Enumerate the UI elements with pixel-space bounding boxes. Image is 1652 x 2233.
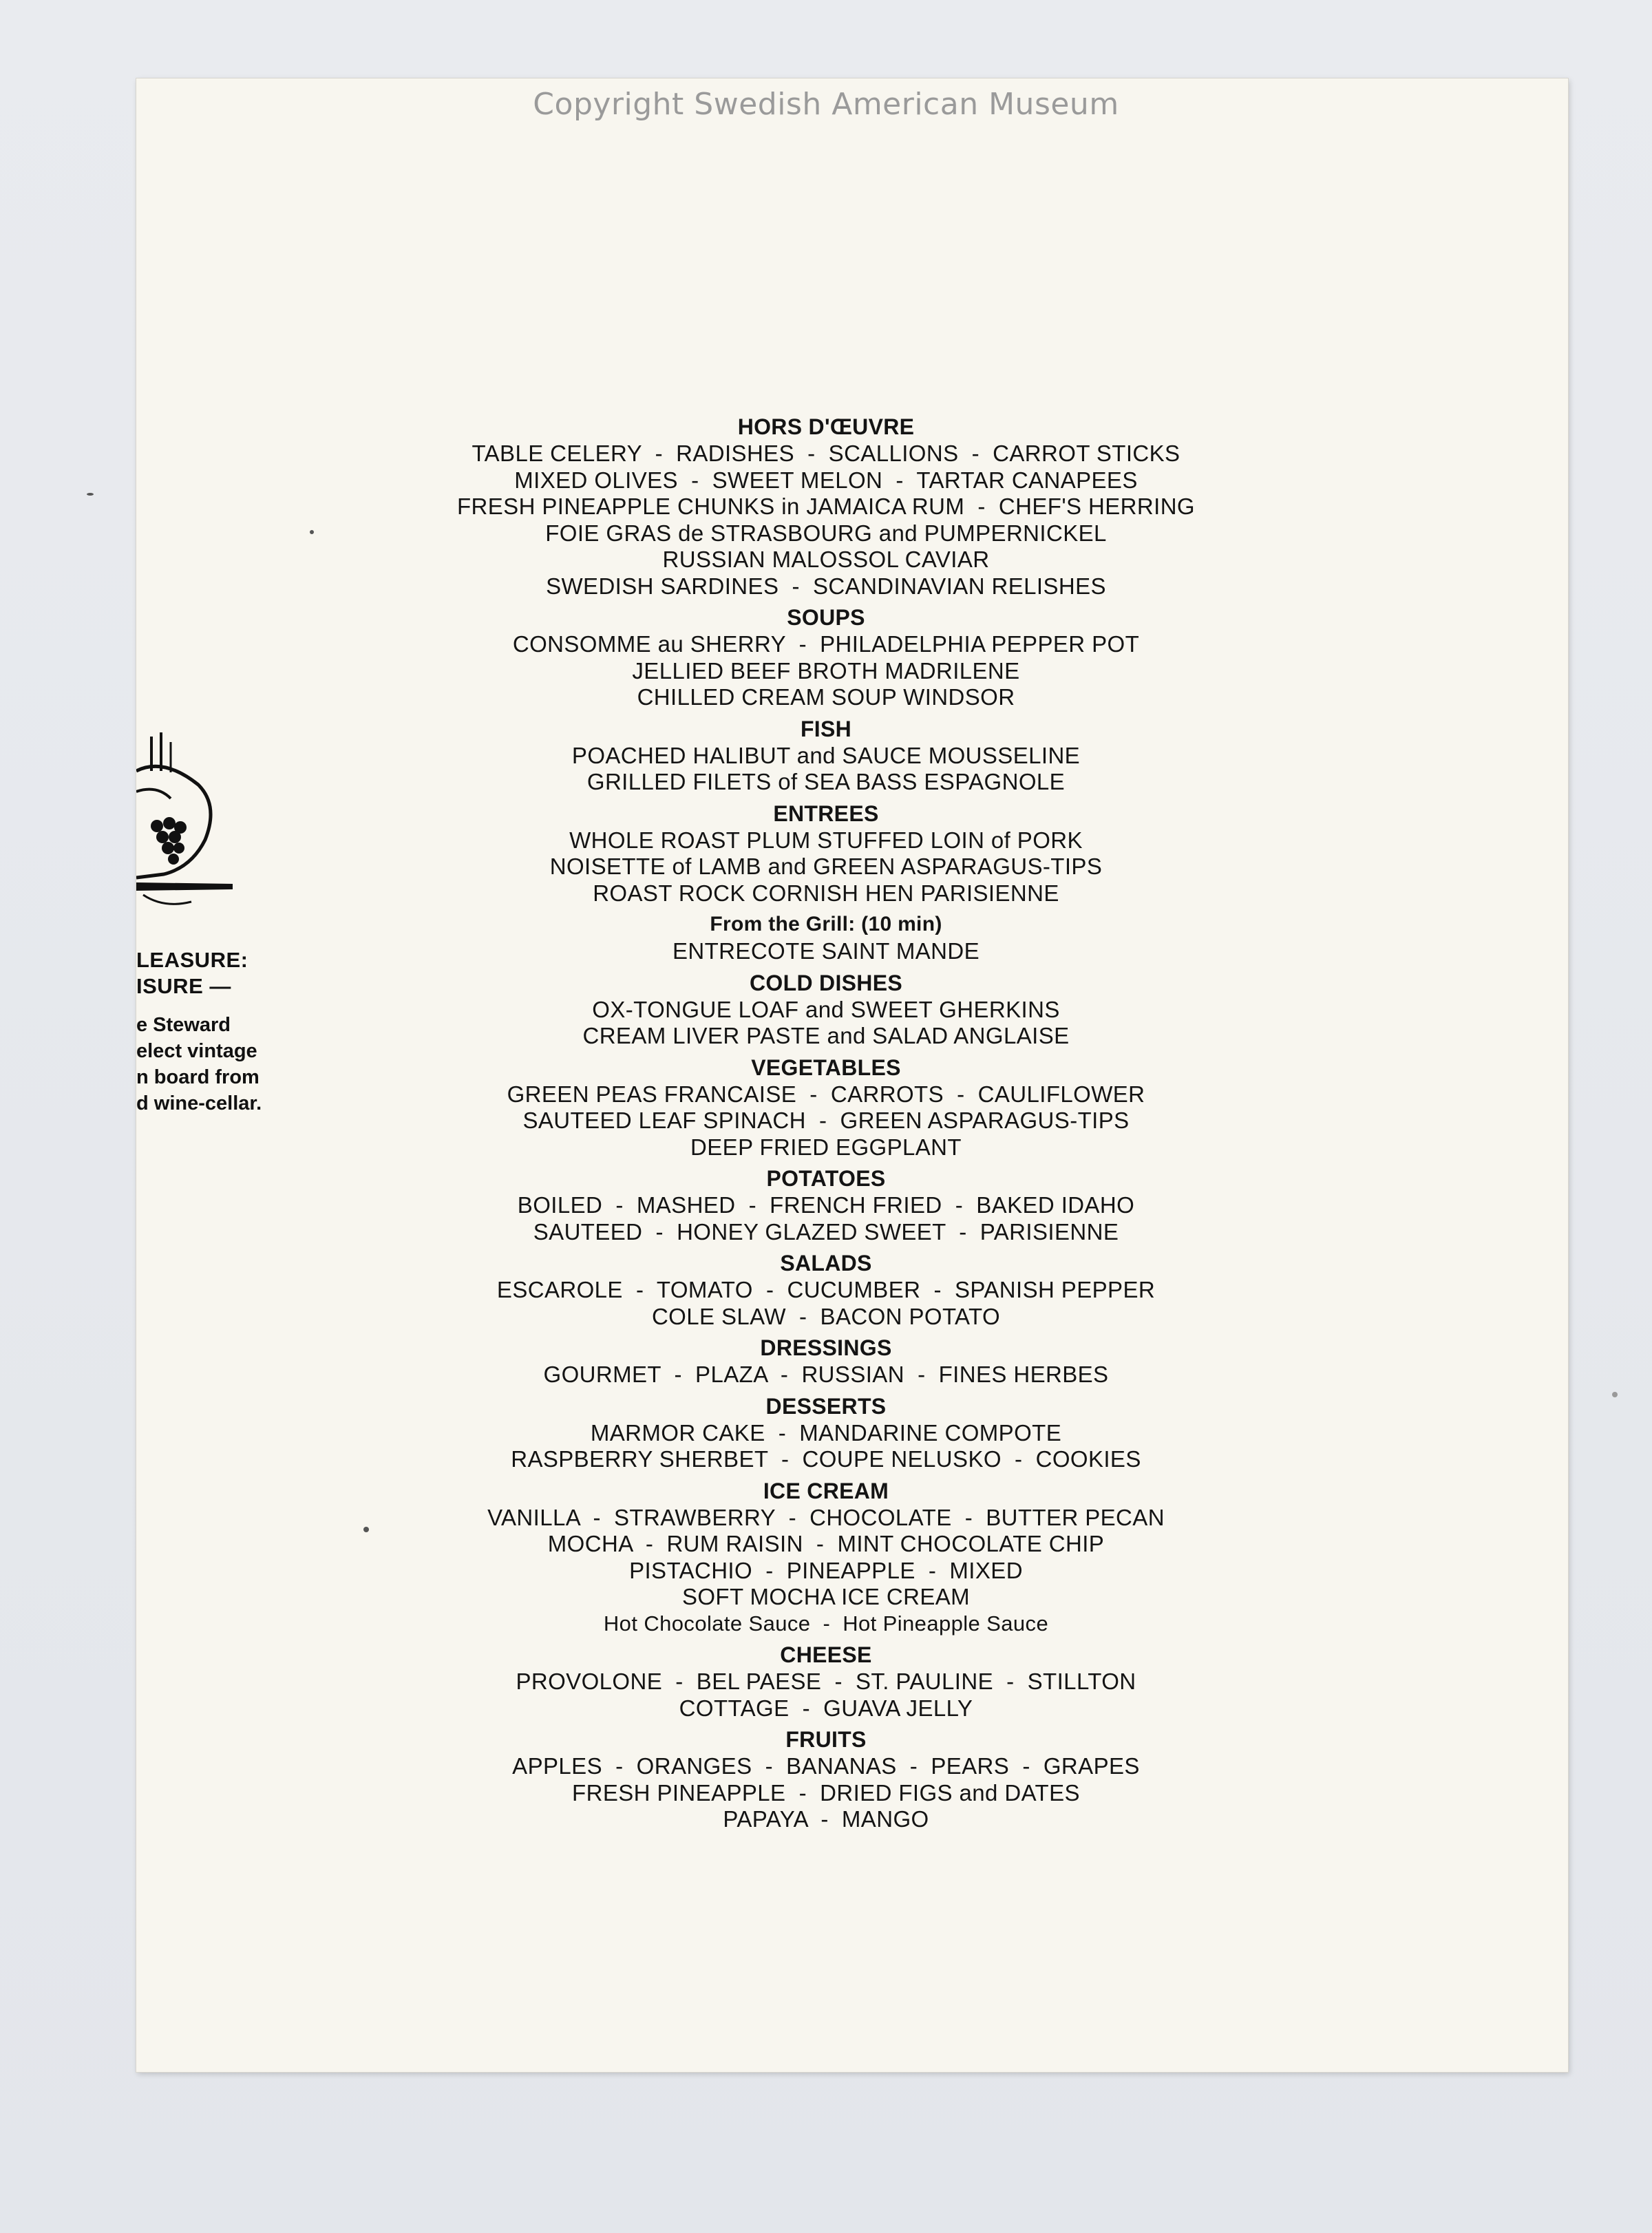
- facing-caption-line-1: LEASURE:: [136, 948, 248, 972]
- menu-item-line: WHOLE ROAST PLUM STUFFED LOIN of PORK: [569, 827, 1083, 853]
- menu-section: [385, 413, 1267, 600]
- menu-item-line: APPLES - ORANGES - BANANAS - PEARS - GRAPES: [512, 1753, 1140, 1779]
- facing-body-line-2: elect vintage: [136, 1040, 257, 1062]
- scan-speck: [310, 530, 314, 534]
- menu-section: [385, 1054, 1267, 1161]
- menu-item-line: ESCAROLE - TOMATO - CUCUMBER - SPANISH PEPPER: [496, 1277, 1156, 1302]
- menu-item-line: FRESH PINEAPPLE CHUNKS in JAMAICA RUM - CHEF'S HERRING: [456, 494, 1196, 519]
- menu-item-line: PISTACHIO - PINEAPPLE - MIXED: [629, 1557, 1023, 1583]
- menu-item-line: CONSOMME au SHERRY - PHILADELPHIA PEPPER POT: [512, 631, 1140, 657]
- menu-item-line: CHILLED CREAM SOUP WINDSOR: [637, 684, 1015, 710]
- menu-item-line: MIXED OLIVES - SWEET MELON - TARTAR CANAPEES: [514, 467, 1138, 493]
- scan-speck: [1612, 1392, 1618, 1397]
- scan-speck: [87, 493, 94, 496]
- menu-item-line: SAUTEED - HONEY GLAZED SWEET - PARISIENNE: [533, 1218, 1119, 1245]
- menu-item-line: GREEN PEAS FRANCAISE - CARROTS - CAULIFLOWER: [507, 1081, 1145, 1107]
- section-heading: HORS D'ŒUVRE: [737, 414, 915, 439]
- facing-page-fragment: [136, 730, 301, 1129]
- section-heading: From the Grill: (10 min): [710, 913, 942, 935]
- menu-item-line: BOILED - MASHED - FRENCH FRIED - BAKED IDAHO: [517, 1192, 1135, 1218]
- menu-item-line: ROAST ROCK CORNISH HEN PARISIENNE: [593, 880, 1059, 906]
- menu-item-line: Hot Chocolate Sauce - Hot Pineapple Sauce: [603, 1611, 1049, 1636]
- menu-item-line: GRILLED FILETS of SEA BASS ESPAGNOLE: [586, 769, 1066, 794]
- menu-section: [385, 1249, 1267, 1330]
- menu-item-line: TABLE CELERY - RADISHES - SCALLIONS - CARROT STICKS: [472, 441, 1180, 466]
- menu-item-line: VANILLA - STRAWBERRY - CHOCOLATE - BUTTER PECAN: [487, 1504, 1165, 1530]
- facing-caption-line-2: ISURE —: [136, 974, 231, 998]
- menu-item-line: SOFT MOCHA ICE CREAM: [681, 1584, 971, 1609]
- menu-item-line: RASPBERRY SHERBET - COUPE NELUSKO - COOKIES: [511, 1446, 1141, 1472]
- section-heading: VEGETABLES: [751, 1055, 901, 1080]
- section-heading: ICE CREAM: [763, 1478, 889, 1503]
- menu-section: [385, 1393, 1267, 1473]
- menu-section: [385, 604, 1267, 711]
- section-heading: ENTREES: [773, 801, 879, 826]
- menu-section: [385, 969, 1267, 1050]
- menu-section: [385, 715, 1267, 796]
- copyright-watermark: Copyright Swedish American Museum: [533, 87, 1119, 122]
- menu-list: [385, 409, 1267, 1833]
- menu-item-line: COLE SLAW - BACON POTATO: [651, 1303, 1001, 1329]
- menu-item-line: RUSSIAN MALOSSOL CAVIAR: [662, 547, 990, 572]
- section-heading: FRUITS: [785, 1727, 867, 1752]
- menu-item-line: SWEDISH SARDINES - SCANDINAVIAN RELISHES: [546, 573, 1106, 599]
- menu-item-line: COTTAGE - GUAVA JELLY: [679, 1695, 973, 1721]
- menu-item-line: NOISETTE of LAMB and GREEN ASPARAGUS-TIPS: [549, 854, 1103, 879]
- menu-item-line: SAUTEED LEAF SPINACH - GREEN ASPARAGUS-TIPS: [522, 1108, 1130, 1133]
- menu-item-line: FOIE GRAS de STRASBOURG and PUMPERNICKEL: [545, 520, 1107, 546]
- scan-speck: [363, 1527, 369, 1532]
- menu-section: [385, 1641, 1267, 1722]
- menu-item-line: MARMOR CAKE - MANDARINE COMPOTE: [590, 1419, 1062, 1446]
- section-heading: POTATOES: [766, 1166, 886, 1191]
- section-heading: CHEESE: [780, 1642, 872, 1667]
- menu-item-line: PROVOLONE - BEL PAESE - ST. PAULINE - STILLTON: [516, 1669, 1136, 1694]
- section-heading: DESSERTS: [765, 1393, 887, 1419]
- facing-body-line-4: d wine-cellar.: [136, 1092, 262, 1114]
- facing-body-line-3: n board from: [136, 1066, 260, 1088]
- menu-section: [385, 1334, 1267, 1388]
- menu-item-line: GOURMET - PLAZA - RUSSIAN - FINES HERBES: [543, 1362, 1109, 1387]
- menu-item-line: POACHED HALIBUT and SAUCE MOUSSELINE: [571, 742, 1081, 768]
- menu-item-line: ENTRECOTE SAINT MANDE: [672, 938, 979, 964]
- menu-section: [385, 1165, 1267, 1245]
- menu-section: [385, 911, 1267, 965]
- section-heading: COLD DISHES: [750, 970, 902, 995]
- fruit-bowl-emblem-icon: [136, 730, 240, 909]
- menu-section: [385, 800, 1267, 907]
- facing-body-line-1: e Steward: [136, 1014, 231, 1036]
- section-heading: SALADS: [780, 1251, 872, 1276]
- menu-item-line: MOCHA - RUM RAISIN - MINT CHOCOLATE CHIP: [547, 1531, 1105, 1556]
- menu-item-line: JELLIED BEEF BROTH MADRILENE: [632, 657, 1020, 684]
- menu-item-line: DEEP FRIED EGGPLANT: [690, 1134, 962, 1160]
- menu-item-line: CREAM LIVER PASTE and SALAD ANGLAISE: [582, 1023, 1070, 1048]
- menu-item-line: FRESH PINEAPPLE - DRIED FIGS and DATES: [572, 1779, 1080, 1806]
- menu-item-line: PAPAYA - MANGO: [723, 1806, 929, 1832]
- menu-section: [385, 1477, 1267, 1638]
- menu-item-line: OX-TONGUE LOAF and SWEET GHERKINS: [592, 996, 1060, 1022]
- section-heading: SOUPS: [787, 605, 865, 630]
- section-heading: FISH: [800, 716, 852, 741]
- menu-section: [385, 1726, 1267, 1833]
- section-heading: DRESSINGS: [760, 1335, 892, 1360]
